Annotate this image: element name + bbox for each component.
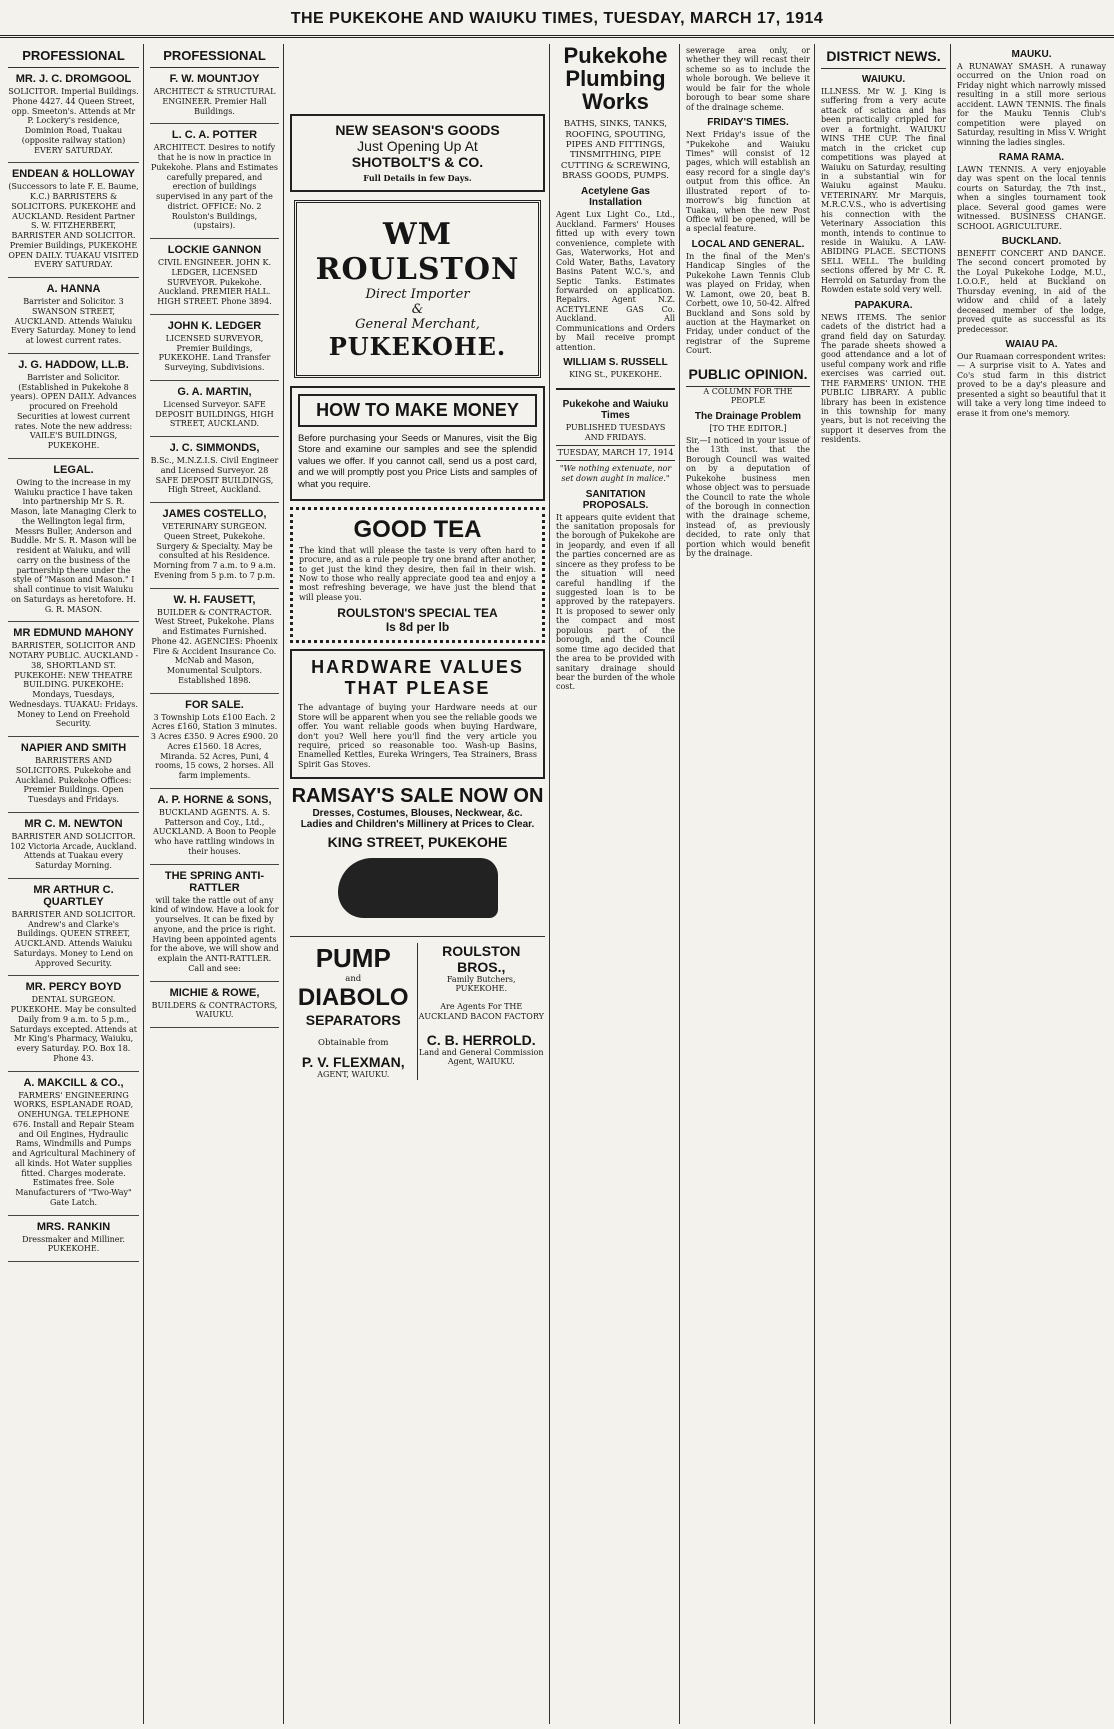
- article-subheading: A COLUMN FOR THE PEOPLE: [703, 386, 793, 406]
- card-name: MR. PERCY BOYD: [25, 981, 122, 994]
- article-heading: LOCAL AND GENERAL.: [691, 238, 805, 250]
- article-heading: WAIAU PA.: [1005, 338, 1058, 350]
- ad-body: The kind that will please the taste is very often hard to procure, and as a rule people try one brand after another, to get just the kind they desire, then fail in their wish. Now to those who really appreciate good tea and enjoy a most refreshing beverage, we have just the blend that will please you.: [299, 545, 536, 602]
- ad-line: Ladies and Children's Millinery at Prices to Clear.: [300, 819, 535, 831]
- article-subheading: WAIUKU.: [861, 74, 906, 85]
- owner-name: WILLIAM S. RUSSELL: [563, 357, 668, 368]
- card-name: MR EDMUND MAHONY: [13, 627, 134, 640]
- ad-title: GOOD TEA: [353, 515, 482, 543]
- card-body: BARRISTERS AND SOLICITORS. Pukekohe and Auckland. Pukekohe Offices: Premier Buildings. Open Tuesdays and Fridays.: [15, 756, 132, 804]
- business-card: [150, 124, 279, 239]
- card-body: BARRISTER AND SOLICITOR. 102 Victoria Arcade, Auckland. Attends at Tuakau every Saturday Morning.: [10, 831, 137, 870]
- card-list: [8, 68, 139, 1262]
- card-name: MR ARTHUR C. QUARTLEY: [33, 883, 114, 908]
- paper-masthead: [556, 388, 675, 484]
- article-text: LAWN TENNIS. A very enjoyable day was spent on the local tennis courts on Saturday, the 7th inst., when a singles tournament took place. Several good games were witnessed. BUSINESS CHANGE. SCHOOL AGRICULTURE.: [957, 164, 1106, 231]
- ad-body: Agent Lux Light Co., Ltd., Auckland. Farmers' Houses fitted up with every town convenience, complete with Gas, Waterworks, Hot and Cold Water, Baths, Lavatory Basins Patent W.C.'s, and Septic Tanks. Estimates forwarded on application. Repairs. Agent N.Z. ACETYLENE GAS Co. Auckland. All Communications and Orders by Mail receive prompt attention.: [556, 210, 675, 352]
- ad-how-to-make-money: [290, 386, 545, 501]
- card-body: ARCHITECT & STRUCTURAL ENGINEER. Premier Hall Buildings.: [153, 87, 276, 116]
- column-plumbing: [552, 44, 680, 1724]
- paper-name: Pukekohe and Waiuku Times: [562, 398, 669, 421]
- ad-line: Just Opening Up At: [357, 138, 478, 154]
- column-mauku: [953, 44, 1110, 1724]
- ad-ramsay: [290, 785, 545, 936]
- card-body: (Successors to late F. E. Baume, K.C.) BARRISTERS & SOLICITORS. PUKEKOHE and AUCKLAND. Resident Partner S. W. FITZHERBERT, BARRISTER AND SOLICITOR. Premier Buildings, PUKEKOHE OPEN DAILY. TUAKAU VISITED EVERY SATURDAY.: [8, 182, 139, 270]
- article-subheading: PAPAKURA.: [854, 299, 913, 311]
- ad-title: ROULSTON BROS.,: [442, 942, 521, 975]
- card-body: BUILDERS & CONTRACTORS, WAIUKU.: [151, 1000, 278, 1020]
- business-card: [8, 976, 139, 1071]
- card-body: BUILDER & CONTRACTOR. West Street, Pukekohe. Plans and Estimates Furnished. Phone 42. AGENCIES: Phoenix Fire & Accident Insurance Co. McNab and Mason, Monumental Sculptors. Established 1898.: [151, 607, 278, 685]
- card-name: A. MAKCILL & CO.,: [23, 1076, 124, 1089]
- section-header: PROFESSIONAL: [150, 44, 279, 68]
- ad-line: SHOTBOLT'S & CO.: [351, 154, 484, 170]
- article-heading: MAUKU.: [1011, 49, 1052, 60]
- card-name: F. W. MOUNTJOY: [169, 73, 260, 85]
- ad-title: HARDWARE VALUES THAT PLEASE: [311, 657, 524, 699]
- card-body: B.Sc., M.N.Z.I.S. Civil Engineer and Licensed Surveyor. 28 SAFE DEPOSIT BUILDINGS, High Street, Auckland.: [150, 456, 279, 495]
- article-subheading: [TO THE EDITOR.]: [709, 424, 787, 434]
- ad-line: Obtainable from: [318, 1038, 389, 1049]
- business-card: [150, 381, 279, 437]
- article-heading: DISTRICT NEWS.: [821, 44, 946, 69]
- ad-line: Full Details in few Days.: [363, 173, 472, 183]
- business-card: [150, 68, 279, 124]
- column-professional-1: [4, 44, 144, 1724]
- article-text: sewerage area only, or whether they will recast their scheme so as to include the whole borough. We believe it would be fair for the whole borough to bear some share of the drainage scheme.: [686, 46, 810, 112]
- card-body: Barrister and Solicitor. (Established in Pukekohe 8 years). OPEN DAILY. Advances procured on Freehold Securities at lowest current rates. Note the new address: VAILE'S BUILDINGS, PUKEKOHE.: [10, 372, 137, 450]
- ad-new-season: [290, 114, 545, 192]
- bull-illustration: [338, 858, 498, 918]
- business-card: [150, 865, 279, 982]
- ad-body: Before purchasing your Seeds or Manures, visit the Big Store and examine our samples and see the splendid values we offer. If you cannot call, send us a post card, and we will promptly post you Price Lists and samples of what you require.: [298, 432, 537, 491]
- card-name: NAPIER AND SMITH: [20, 742, 127, 754]
- card-name: W. H. FAUSETT,: [173, 593, 256, 606]
- card-name: A. HANNA: [46, 283, 101, 295]
- card-name: J. C. SIMMONDS,: [169, 442, 260, 454]
- card-name: LOCKIE GANNON: [167, 244, 262, 256]
- card-body: Licensed Surveyor. SAFE DEPOSIT BUILDINGS, HIGH STREET, AUCKLAND.: [155, 399, 274, 429]
- ad-line: P. V. FLEXMAN,: [301, 1054, 405, 1071]
- ad-line: C. B. HERROLD.: [426, 1031, 536, 1048]
- business-card: [8, 879, 139, 977]
- article-heading: The Drainage Problem: [694, 411, 802, 423]
- card-name: ENDEAN & HOLLOWAY: [11, 168, 136, 181]
- article-text: In the final of the Men's Handicap Singles of the Pukekohe Lawn Tennis Club was played on Friday, when W. Lamont, owe 20, beat B. Corbett, owe 10, 50-42. Alfred Buckland and Sons sold by auction at the Haymarket on Friday, under conduct of the registrar of the Supreme Court.: [686, 251, 810, 356]
- card-body: DENTAL SURGEON. PUKEKOHE. May be consulted Daily from 9 a.m. to 5 p.m., Saturdays excepted. Attends at Mr King's Pharmacy, Waiuku, every Saturday. P.O. Box 18. Phone 43.: [10, 995, 137, 1063]
- column-news: [682, 44, 815, 1724]
- ad-title: RAMSAY'S SALE NOW ON: [291, 785, 544, 808]
- ad-line: Family Butchers,: [446, 974, 516, 984]
- article-text: Next Friday's issue of the "Pukekohe and Waiuku Times" will consist of 12 pages, which will establish an easy record for a single day's output from this office. An illustrated report of to-morrow's big function at Tuakau, when the new Post Office will be opened, will be a special feature.: [686, 130, 810, 234]
- business-card: [150, 437, 279, 503]
- card-body: ARCHITECT. Desires to notify that he is now in practice in Pukekohe. Plans and Estimates carefully prepared, and erection of buildings supervised in any part of the district. OFFICE: No. 2 Roulston's Buildings, (upstairs).: [151, 143, 278, 231]
- publish-days: PUBLISHED TUESDAYS AND FRIDAYS.: [565, 422, 666, 442]
- business-card: [150, 315, 279, 381]
- section-header: PROFESSIONAL: [8, 44, 139, 68]
- business-card: [8, 68, 139, 163]
- business-card: [150, 694, 279, 789]
- article-text: It appears quite evident that the sanitation proposals for the borough of Pukekohe are in jeopardy, and even if all the parties concerned are as sincere as they profess to be the situation will need careful handling if the suggested loan is to be approved by the ratepayers. It is proposed to sewer only the compact and most populous part of the borough, and the Council some time ago decided that the area to be provided with sanitary drainage should bear the burden of the whole cost.: [556, 512, 675, 692]
- card-body: FARMERS' ENGINEERING WORKS, ESPLANADE ROAD, ONEHUNGA. TELEPHONE 676. Install and Repair Steam and Oil Engines, Hydraulic Rams, Windmills and Pumps and Agricultural Machinery of all kinds. Hot Water supplies fitted. Charges moderate. Estimates free. Sole Manufacturers of "Two-Way" Gate Latch.: [12, 1090, 135, 1207]
- ad-line: KING STREET, PUKEKOHE: [327, 834, 508, 851]
- card-body: Dressmaker and Milliner. PUKEKOHE.: [22, 1234, 125, 1254]
- ad-hardware: [290, 649, 545, 779]
- business-card: [8, 813, 139, 879]
- card-name: FOR SALE.: [185, 698, 244, 711]
- business-card: [8, 622, 139, 737]
- card-name: G. A. MARTIN,: [177, 385, 252, 398]
- roulston-logo: [294, 200, 541, 378]
- logo-line: Direct Importer: [365, 286, 470, 302]
- card-body: VETERINARY SURGEON. Queen Street, Pukekohe. Surgery & Specialty. May be consulted at his Residence. Morning from 7 a.m. to 9 a.m. Evening from 5 p.m. to 7 p.m.: [153, 522, 276, 580]
- card-name: JOHN K. LEDGER: [167, 319, 262, 332]
- card-body: Barrister and Solicitor. 3 SWANSON STREET, AUCKLAND. Attends Waiuku Every Saturday. Money to lend at lowest current rates.: [11, 297, 136, 345]
- ad-title: Pukekohe Plumbing Works: [563, 44, 668, 115]
- card-name: JAMES COSTELLO,: [162, 508, 267, 520]
- business-card: [150, 589, 279, 694]
- business-card: [8, 1216, 139, 1263]
- column-advertisements: [286, 44, 550, 1724]
- card-body: will take the rattle out of any kind of window. Have a look for yourselves. It can be fixed by anyone, and the price is right. Having been appointed agents for the above, we will show and explain the ANTI-RATTLER. Call and see:: [150, 895, 279, 973]
- card-name: THE SPRING ANTI-RATTLER: [164, 869, 265, 894]
- business-card: [8, 278, 139, 354]
- motto: "We nothing extenuate, nor set down aught in malice.": [559, 464, 672, 483]
- ad-line: ROULSTON'S SPECIAL TEA: [337, 606, 498, 621]
- article-heading: FRIDAY'S TIMES.: [707, 117, 789, 129]
- services: BATHS, SINKS, TANKS, ROOFING, SPOUTING, PIPES AND FITTINGS, TINSMITHING, PIPE CUTTING & SCREWING, BRASS GOODS, PUMPS.: [560, 119, 671, 182]
- ad-body: The advantage of buying your Hardware needs at our Store will be apparent when you see the reliable goods we offer. You want reliable goods when buying Hardware, don't you? Well here you'll find the very article you require, priced so reasonable too. Wash-up Basins, Enamelled Kettles, Eureka Wringers, Tea Strainers, Brass Spirit Gas Stoves.: [298, 703, 537, 769]
- card-body: BUCKLAND AGENTS. A. S. Patterson and Coy., Ltd., AUCKLAND. A Boon to People who have rattling windows in their houses.: [152, 807, 276, 856]
- ad-line: and: [345, 973, 362, 984]
- card-list: [150, 68, 279, 1028]
- ad-line: AGENT, WAIUKU.: [317, 1070, 390, 1080]
- card-body: LICENSED SURVEYOR, Premier Buildings, PUKEKOHE. Land Transfer Surveying, Subdivisions.: [158, 333, 271, 372]
- owner-location: KING St., PUKEKOHE.: [569, 370, 662, 379]
- card-name: MRS. RANKIN: [36, 1220, 111, 1233]
- business-card: [150, 982, 279, 1029]
- card-body: 3 Township Lots £100 Each. 2 Acres £160, Station 3 minutes. 3 Acres £350. 9 Acres £900. 20 Acres £1560. 18 Acres, Miranda. 52 Acres, Puni, 4 rooms, 15 cows, 2 horses. All farm implements.: [150, 712, 279, 780]
- logo-main: WM ROULSTON: [315, 216, 520, 287]
- card-name: A. P. HORNE & SONS,: [157, 793, 272, 806]
- column-professional-2: [146, 44, 284, 1724]
- business-card: [150, 789, 279, 865]
- card-name: MR C. M. NEWTON: [24, 817, 123, 830]
- article-heading: BUCKLAND.: [1001, 236, 1062, 247]
- article-heading: PUBLIC OPINION.: [686, 362, 810, 387]
- logo-line: &: [411, 301, 424, 317]
- article-heading: SANITATION PROPOSALS.: [582, 488, 649, 511]
- card-name: MICHIE & ROWE,: [169, 986, 260, 999]
- article-text: ILLNESS. Mr W. J. King is suffering from a very acute attack of sciatica and has been practically crippled for over a fortnight. WAIUKU WINS THE CUP. The final match in the cricket cup competitions was played at Waiuku on Saturday, resulting in a substantial win for Waiuku against Mauku. VETERINARY. Mr Marquis, M.R.C.V.S., who is advertising his connection with the Veterinary Association this month, intends to continue to reside in Waiuku. A LAW-ABIDING PLACE. SECTIONS SELL WELL. The building sections offered by Mr C. R. Herrold on Saturday from the Rowden estate sold very well.: [821, 87, 946, 295]
- card-name: MR. J. C. DROMGOOL: [15, 73, 132, 85]
- ad-subtitle: Acetylene Gas Installation: [581, 186, 650, 209]
- article-text: A RUNAWAY SMASH. A runaway occurred on the Union road on Friday night which narrowly missed resulting in a still more serious accident. LAWN TENNIS. The finals for the Mauku Tennis Club's competition were played on Saturday, resulting in Miss V. Wright winning the ladies singles.: [957, 62, 1106, 147]
- business-card: [8, 163, 139, 278]
- article-text: BENEFIT CONCERT AND DANCE. The second concert promoted by the Loyal Pukekohe Lodge, M.U., I.O.O.F., held at Buckland on Thursday evening, in aid of the widow and child of a lately deceased member of the lodge, proved quite as successful as its predecessor.: [957, 249, 1106, 334]
- card-name: J. G. HADDOW, LL.B.: [18, 358, 129, 371]
- article-text: Sir,—I noticed in your issue of the 13th inst. that the Borough Council was waited on by a deputation of Pukekohe business men whose object was to persuade the Council to rate the whole of the borough in connection with the drainage scheme, instead of, as previously decided, to rate only that portion which would benefit by the drainage.: [686, 435, 810, 559]
- card-body: BARRISTER, SOLICITOR AND NOTARY PUBLIC. AUCKLAND - 38, SHORTLAND ST. PUKEKOHE: NEW THEATRE BUILDING. PUKEKOHE: Mondays, Tuesdays, Wednesdays. TUAKAU: Fridays. Money to Lend on Freehold Security.: [8, 641, 139, 729]
- ad-line: PUKEKOHE.: [455, 984, 507, 994]
- column-district-news: [817, 44, 951, 1724]
- ad-line: Is 8d per lb: [385, 620, 450, 635]
- article-text: NEWS ITEMS. The senior cadets of the district had a grand field day on Saturday. The parade sheets showed a good attendance and a lot of useful company work and rifle exercises was carried out. THE FARMERS' UNION. THE PUBLIC LIBRARY. A public library has been in existence in this township for many years, but is not receiving the support it deserves from the residents.: [821, 312, 946, 445]
- ad-title: HOW TO MAKE MONEY: [298, 394, 537, 427]
- ad-title: NEW SEASON'S GOODS: [335, 122, 500, 138]
- issue-date: TUESDAY, MARCH 17, 1914: [556, 445, 675, 461]
- business-card: [150, 503, 279, 589]
- logo-line: PUKEKOHE.: [328, 331, 507, 361]
- ad-line: Land and General Commission Agent, WAIUKU.: [418, 1047, 544, 1067]
- card-body: BARRISTER AND SOLICITOR. Andrew's and Clarke's Buildings. QUEEN STREET, AUCKLAND. Attends Waiuku Saturdays. Money to Lend on Approved Security.: [11, 909, 136, 968]
- masthead: THE PUKEKOHE AND WAIUKU TIMES, TUESDAY, MARCH 17, 1914: [0, 0, 1114, 38]
- logo-line: General Merchant,: [355, 316, 480, 332]
- article-heading: RAMA RAMA.: [998, 151, 1065, 163]
- ad-line: SEPARATORS: [305, 1012, 401, 1029]
- card-name: LEGAL.: [53, 463, 94, 476]
- ad-row: [290, 943, 545, 1080]
- card-body: Owing to the increase in my Waiuku practice I have taken into partnership Mr S. R. Mason, late Managing Clerk to the Wellington legal firm, Messrs Buller, Anderson and Buddle. Mr S. R. Mason will be resident at Waiuku, and will carry on the business of the partnership there under the style of "Mason and Mason." I shall continue to visit Waiuku on Saturdays as heretofore. H. G. R. MASON.: [10, 477, 137, 614]
- ad-good-tea: [290, 507, 545, 644]
- article-text: Our Ruamaan correspondent writes:— A surprise visit to A. Yates and Co's stud farm in this district proved to be a day's pleasure and presented a sight so beautiful that it will take a very long time indeed to erase it from one's memory.: [957, 351, 1106, 418]
- ad-line: Dresses, Costumes, Blouses, Neckwear, &c.: [312, 808, 523, 820]
- card-body: CIVIL ENGINEER. JOHN K. LEDGER, LICENSED SURVEYOR. Pukekohe. Auckland. PREMIER HALL. HIGH STREET. Phone 3894.: [157, 258, 272, 306]
- ad-line: Are Agents For THE AUCKLAND BACON FACTORY: [418, 1002, 544, 1021]
- card-name: L. C. A. POTTER: [171, 129, 258, 142]
- ad-pump: [290, 943, 418, 1080]
- business-card: [8, 354, 139, 459]
- business-card: [150, 239, 279, 315]
- business-card: [8, 459, 139, 623]
- ad-roulston-bros: [418, 943, 546, 1080]
- ad-line: DIABOLO: [297, 984, 409, 1012]
- ad-line: PUMP: [315, 942, 391, 973]
- business-card: [8, 1072, 139, 1216]
- business-card: [8, 737, 139, 813]
- card-body: SOLICITOR. Imperial Buildings. Phone 4427. 44 Queen Street, opp. Smeeton's. Attends at Mr P. Lockery's residence, Dominion Road, Tuakau (opposite railway station) EVERY SATURDAY.: [8, 87, 139, 155]
